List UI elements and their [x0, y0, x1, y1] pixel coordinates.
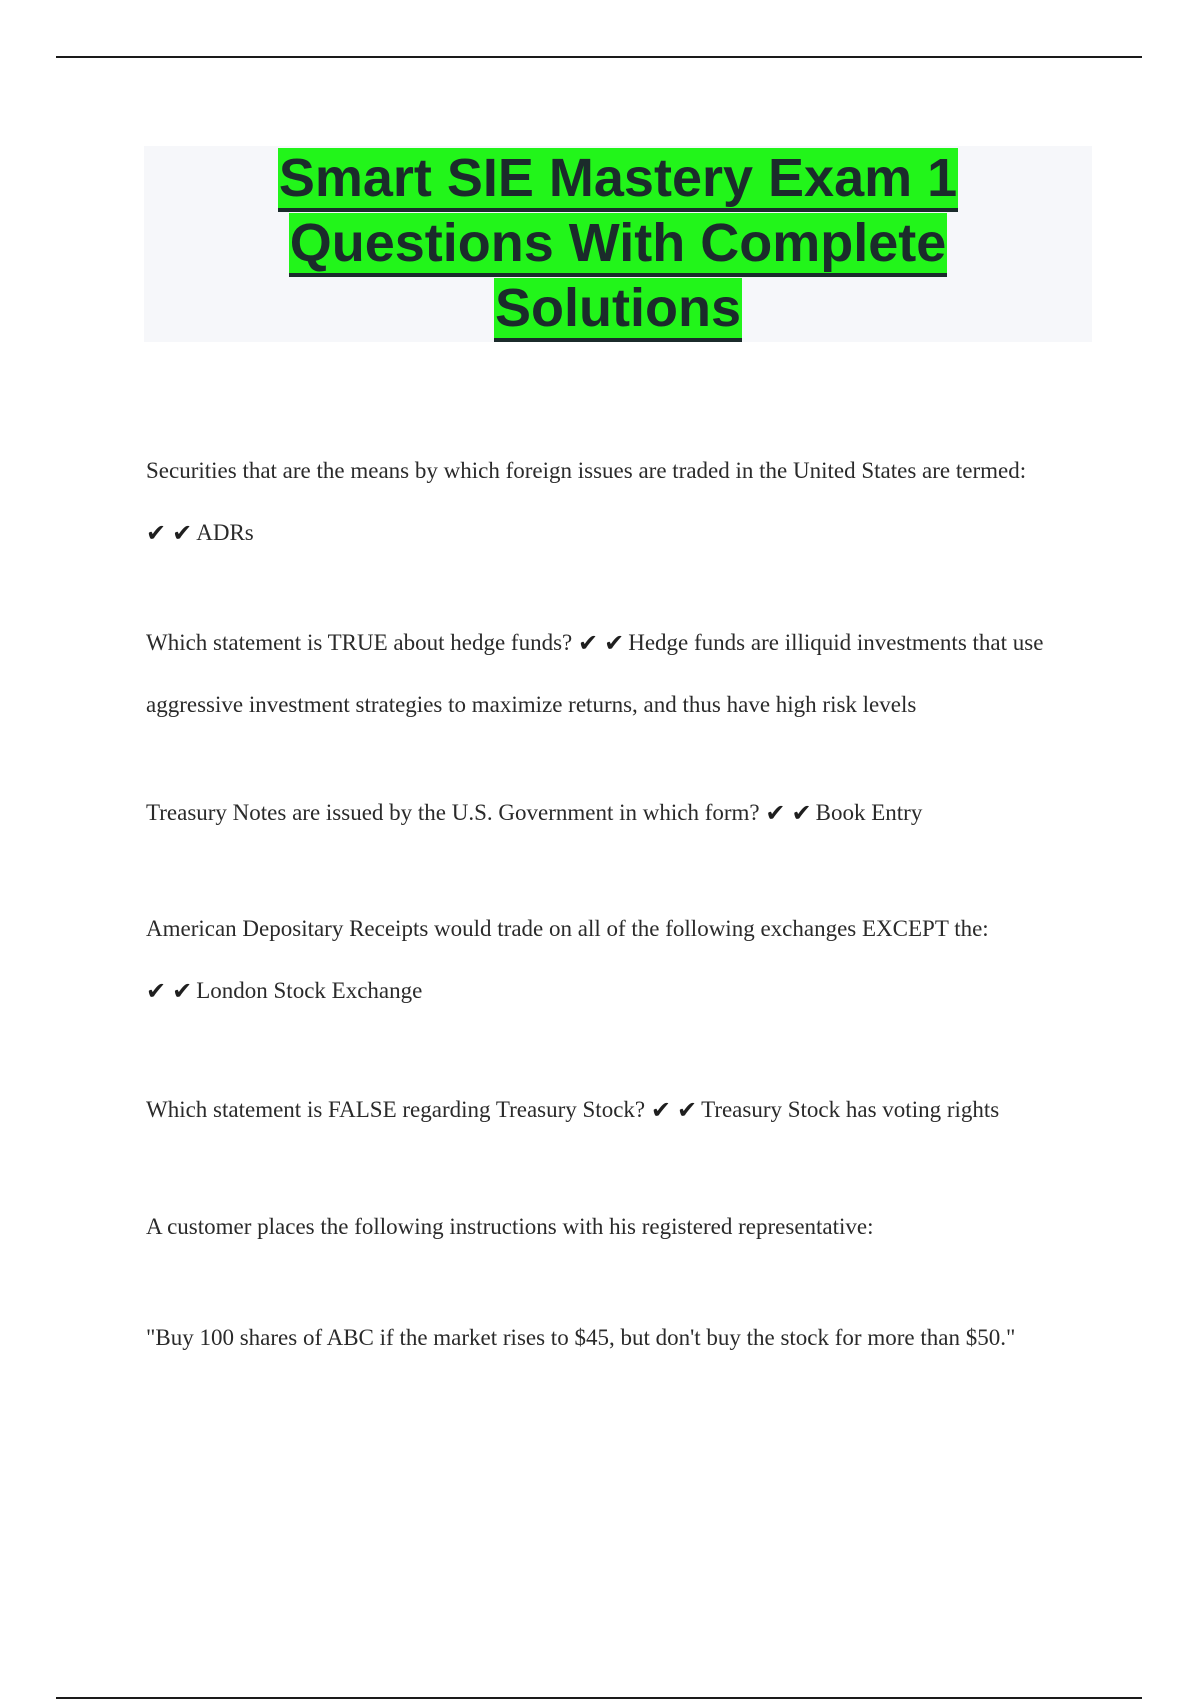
answer-text: Hedge funds are illiquid investments that use aggressive investment strategies to maximize returns, and thus have high risk levels — [146, 630, 1044, 717]
qa-item — [146, 782, 1086, 844]
title-line-1: Smart SIE Mastery Exam 1 — [278, 148, 958, 212]
check-icon: ✔ — [578, 629, 599, 657]
check-icon: ✔ — [146, 977, 167, 1005]
qa-item — [146, 612, 1086, 736]
question-text: Securities that are the means by which foreign issues are traded in the United States are termed: — [146, 458, 1027, 483]
qa-item — [146, 1307, 1086, 1369]
check-icon: ✔ — [676, 1096, 698, 1124]
qa-item — [146, 1196, 1086, 1258]
qa-item — [146, 440, 1086, 564]
question-text: A customer places the following instructions with his registered representative: — [146, 1214, 874, 1239]
bottom-rule — [56, 1697, 1142, 1699]
check-icon: ✔ — [604, 629, 625, 657]
qa-item — [146, 1079, 1086, 1141]
check-icon: ✔ — [172, 519, 193, 547]
title-block — [144, 146, 1092, 342]
check-icon: ✔ — [765, 799, 786, 827]
question-text: American Depositary Receipts would trade on all of the following exchanges EXCEPT the: — [146, 916, 989, 941]
question-text: Treasury Notes are issued by the U.S. Government in which form? — [146, 800, 760, 825]
question-text: Which statement is FALSE regarding Treasury Stock? — [146, 1097, 646, 1122]
answer-text: ADRs — [196, 520, 254, 545]
qa-list — [146, 440, 1086, 1369]
check-icon: ✔ — [650, 1096, 671, 1124]
question-text: "Buy 100 shares of ABC if the market rises to $45, but don't buy the stock for more than $50." — [146, 1325, 1016, 1350]
answer-text: London Stock Exchange — [196, 978, 423, 1003]
check-icon: ✔ — [791, 799, 812, 827]
question-text: Which statement is TRUE about hedge funds? — [146, 630, 573, 655]
check-icon: ✔ — [146, 519, 167, 547]
top-rule — [56, 56, 1142, 58]
qa-item — [146, 898, 1086, 1022]
title-line-2: Questions With Complete — [289, 213, 948, 277]
page-title — [144, 146, 1092, 341]
check-icon: ✔ — [172, 977, 193, 1005]
title-line-3: Solutions — [494, 278, 742, 342]
answer-text: Treasury Stock has voting rights — [701, 1097, 1000, 1122]
answer-text: Book Entry — [815, 800, 923, 825]
